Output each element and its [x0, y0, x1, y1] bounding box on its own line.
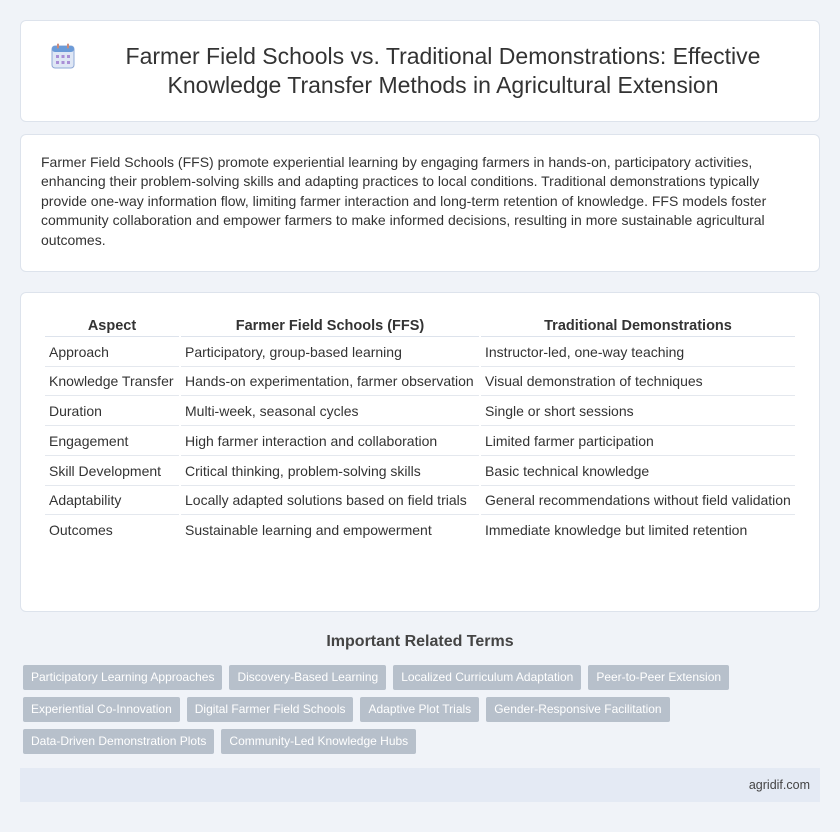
cell-aspect: Outcomes	[49, 522, 113, 538]
comparison-table	[43, 315, 797, 544]
related-term-tag[interactable]: Digital Farmer Field Schools	[187, 697, 354, 722]
comparison-table-card	[20, 292, 820, 612]
related-term-tag[interactable]: Gender-Responsive Facilitation	[486, 697, 669, 722]
footer	[20, 768, 820, 802]
cell-traditional: Single or short sessions	[481, 396, 795, 426]
cell-aspect: Duration	[45, 396, 179, 426]
table-row	[45, 456, 795, 486]
related-term-tag[interactable]: Experiential Co-Innovation	[23, 697, 180, 722]
related-terms-title: Important Related Terms	[326, 633, 514, 650]
table-row	[45, 337, 795, 367]
column-header-ffs: Farmer Field Schools (FFS)	[181, 315, 479, 337]
cell-aspect: Skill Development	[45, 456, 179, 486]
related-term-tag[interactable]: Participatory Learning Approaches	[23, 665, 222, 690]
cell-aspect: Adaptability	[45, 486, 179, 515]
related-term-tag[interactable]: Adaptive Plot Trials	[360, 697, 479, 722]
cell-traditional: Basic technical knowledge	[481, 456, 795, 486]
table-row	[45, 426, 795, 456]
calendar-icon	[51, 43, 75, 69]
column-header-aspect: Aspect	[45, 315, 179, 337]
related-term-tag[interactable]: Peer-to-Peer Extension	[588, 665, 729, 690]
table-row	[45, 515, 795, 544]
table-row	[45, 367, 795, 396]
cell-ffs: Critical thinking, problem-solving skills	[181, 456, 479, 486]
table-header-row	[45, 315, 795, 337]
cell-aspect: Knowledge Transfer	[45, 367, 179, 396]
table-row	[45, 486, 795, 515]
cell-traditional: General recommendations without field validation	[481, 486, 795, 515]
cell-ffs: Multi-week, seasonal cycles	[181, 396, 479, 426]
table-row	[45, 396, 795, 426]
cell-aspect: Engagement	[45, 426, 179, 456]
related-term-tag[interactable]: Localized Curriculum Adaptation	[393, 665, 581, 690]
header-card	[20, 20, 820, 122]
related-terms-tags	[23, 665, 823, 761]
footer-site-link[interactable]: agridif.com	[748, 778, 810, 792]
cell-ffs: Hands-on experimentation, farmer observation	[181, 367, 479, 396]
related-term-tag[interactable]: Discovery-Based Learning	[229, 665, 386, 690]
cell-ffs: Locally adapted solutions based on field trials	[181, 486, 479, 515]
cell-ffs: Participatory, group-based learning	[181, 337, 479, 367]
related-term-tag[interactable]: Community-Led Knowledge Hubs	[221, 729, 416, 754]
cell-ffs: High farmer interaction and collaboration	[181, 426, 479, 456]
cell-traditional: Limited farmer participation	[481, 426, 795, 456]
intro-paragraph: Farmer Field Schools (FFS) promote experiential learning by engaging farmers in hands-on, participatory activities, enhancing their problem-solving skills and adapting practices to local conditions. Traditional demonstrations typically provide one-way information flow, limiting farmer interaction and long-term retention of knowledge. FFS models foster community collaboration and empower farmers to make informed decisions, resulting in more sustainable agricultural outcomes.	[41, 154, 767, 248]
cell-traditional: Instructor-led, one-way teaching	[481, 337, 795, 367]
column-header-traditional: Traditional Demonstrations	[481, 315, 795, 337]
cell-traditional: Immediate knowledge but limited retention	[485, 522, 748, 538]
cell-aspect: Approach	[45, 337, 179, 367]
related-term-tag[interactable]: Data-Driven Demonstration Plots	[23, 729, 214, 754]
intro-card	[20, 134, 820, 272]
cell-traditional: Visual demonstration of techniques	[481, 367, 795, 396]
cell-ffs: Sustainable learning and empowerment	[185, 522, 432, 538]
page-title: Farmer Field Schools vs. Traditional Demonstrations: Effective Knowledge Transfer Methods in Agricultural Extension	[125, 43, 761, 98]
